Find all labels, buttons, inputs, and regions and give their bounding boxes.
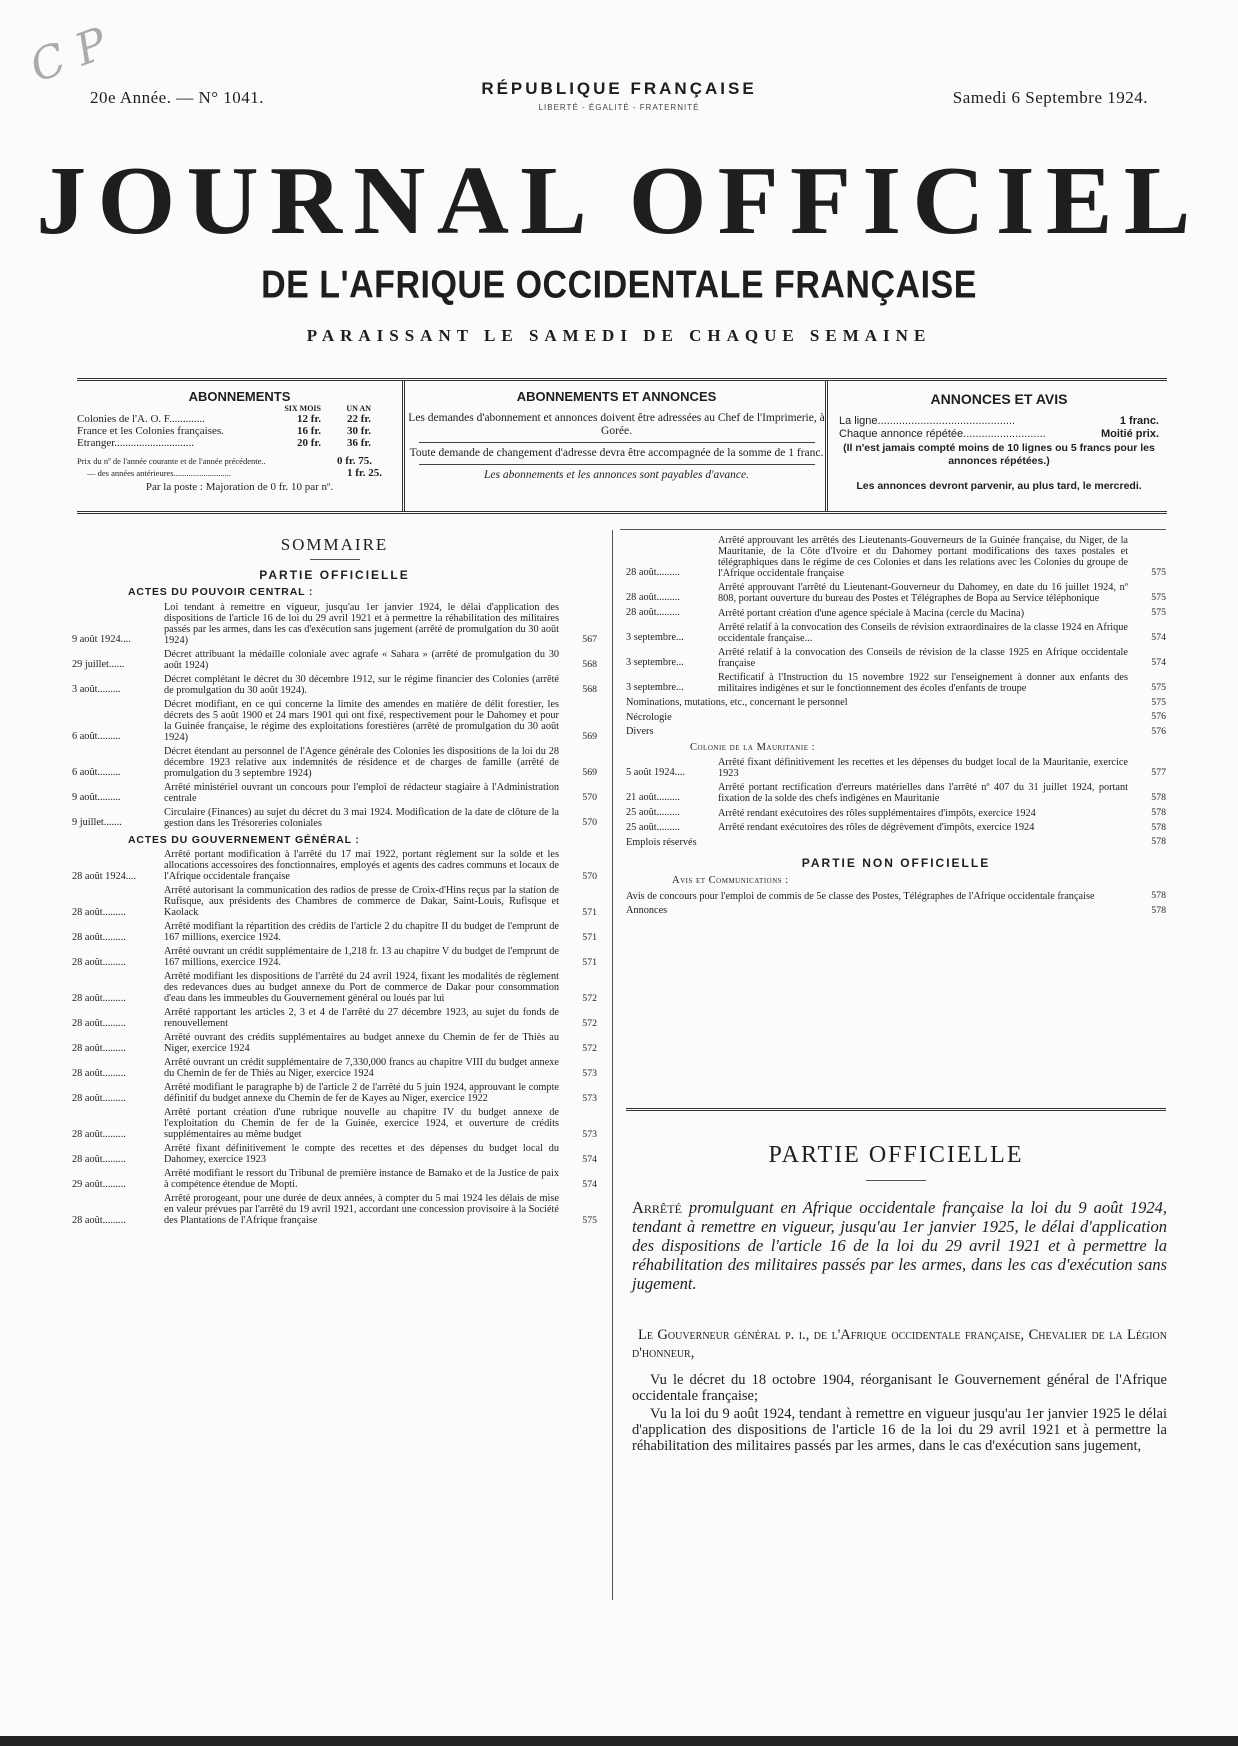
entry-text: Loi tendant à remettre en vigueur, jusqu'au 1er janvier 1924, le délai d'application des dispositions de l'article 16 de loi du 29 avril 1921 et à permettre la réhabilitation des militaires passés par les armes, dans les cas d'exécution sans jugement (arrêté de promulgation du 30 août 1924) [164,601,559,646]
body-title-rule [866,1180,926,1181]
entry-page: 569 [582,731,597,743]
entry-page: 571 [582,906,597,918]
republic-motto: LIBERTÉ - ÉGALITÉ - FRATERNITÉ [538,103,700,112]
entry-page: 574 [582,1153,597,1165]
entry-text: Arrêté portant rectification d'erreurs matérielles dans l'arrêté nº 407 du 31 juillet 1924, portant fixation de la solde des chefs indigènes en Mauritanie [718,781,1128,804]
entry-text: Arrêté approuvant l'arrêté du Lieutenant-Gouverneur du Dahomey, en date du 16 juillet 1924, nº 808, portant ouverture du bureau des Postes et Télégraphes de Bopa au Service téléphonique [718,582,1128,604]
subscription-row [77,437,402,449]
entry-date: 29 août......... [72,1178,126,1190]
entry-date: 21 août......... [626,792,680,804]
entry-page: 578 [1151,806,1166,818]
sommaire-entry [72,1143,597,1165]
row-year: 22 fr. [346,413,371,425]
entry-page: 574 [1151,657,1166,668]
sommaire-entry [72,807,597,829]
ads-repeat-label: Chaque annonce répétée........................... [839,428,1046,440]
price-current-value: 0 fr. 75. [337,455,373,467]
sommaire-entry [72,1168,597,1190]
sommaire-entry [72,674,597,696]
subscription-box [77,378,1167,514]
price-old-value: 1 fr. 25. [347,467,383,479]
entry-text: Divers [626,726,654,738]
group-pouvoir-central: ACTES DU POUVOIR CENTRAL : [128,586,314,599]
entry-text: Arrêté relatif à la convocation des Conseils de révision extraordinaires de la classe 1924 en Afrique occidentale française... [718,621,1128,644]
notices-divider [419,442,815,443]
sommaire-entry [626,726,1166,738]
entry-page: 573 [582,1067,597,1079]
entry-text: Arrêté modifiant le paragraphe b) de l'article 2 de l'arrêté du 5 juin 1924, approuvant le compte définitif du budget annexe du Chemin de fer de Kayes au Niger, exercice 1922 [164,1082,559,1105]
entry-page: 575 [1151,607,1166,618]
entry-text: Arrêté approuvant les arrêtés des Lieutenants-Gouverneurs de la Guinée française, du Niger, de la Mauritanie, de la Côte d'Ivoire et du Dahomey portant modifications des taxes postales et télégraphiques dans le régime de ces Colonies et dans les relations avec les Colonies du groupe de l'Afrique occidentale française [718,535,1128,579]
postage-note: Par la poste : Majoration de 0 fr. 10 par nº. [145,481,334,493]
col-one-year: UN AN [346,404,371,413]
row-six: 20 fr. [296,437,321,449]
sommaire-entry [626,622,1166,644]
publication-frequency: PARAISSANT LE SAMEDI DE CHAQUE SEMAINE [306,326,932,345]
subscription-row [77,413,402,425]
arrete-heading [632,1198,1167,1293]
price-current-row [77,455,402,467]
row-year: 36 fr. [346,437,371,449]
entry-page: 576 [1151,725,1166,737]
entry-page: 570 [582,792,597,804]
entry-text: Annonces [626,905,668,917]
row-six: 12 fr. [296,413,321,425]
body-title: PARTIE OFFICIELLE [768,1142,1024,1168]
entry-page: 568 [582,684,597,696]
partie-non-officielle-heading: PARTIE NON OFFICIELLE [801,855,991,870]
sommaire-entry [626,672,1166,694]
entry-page: 578 [1151,904,1166,916]
notices-heading: ABONNEMENTS ET ANNONCES [516,389,717,404]
entry-date: 28 août......... [72,1042,126,1054]
group-avis: Avis et Communications : [672,875,789,887]
price-current-label: Prix du nº de l'année courante et de l'année précédente.. [77,456,266,466]
entry-text: Arrêté modifiant le ressort du Tribunal de première instance de Bamako et de la Justice de paix à compétence étendue de Mopti. [164,1168,559,1191]
body-rule [626,1108,1166,1111]
entry-text: Nécrologie [626,711,672,723]
row-year: 30 fr. [346,425,371,437]
sommaire-entry [72,1032,597,1054]
sommaire-entry [72,1057,597,1079]
entry-page: 569 [582,767,597,779]
entry-date: 9 août 1924.... [72,634,131,646]
entry-date: 9 juillet....... [72,817,122,829]
subscriptions-columns [77,404,402,413]
misc-entries-list [626,697,1166,738]
entry-page: 567 [582,634,597,646]
body-paragraph: Vu la loi du 9 août 1924, tendant à remettre en vigueur jusqu'au 1er janvier 1925 le délai d'application des dispositions de l'article 16 de la loi du 29 avril 1921 et à permettre la réhabilitation des militaires passés par les armes, dans le cas d'exécution sans jugement, [632,1406,1167,1454]
sommaire-entry [72,746,597,779]
sommaire-entry [626,697,1166,709]
entry-text: Emplois réservés [626,836,697,848]
entry-page: 570 [582,817,597,829]
entry-date: 9 août......... [72,792,121,804]
entry-text: Avis de concours pour l'emploi de commis de 5e classe des Postes, Télégraphes de l'Afrique occidentale française [626,890,1095,902]
sommaire-entry [72,885,597,918]
entry-page: 570 [582,870,597,882]
entry-text: Arrêté rendant exécutoires des rôles supplémentaires d'impôts, exercice 1924 [718,807,1036,819]
ads-panel [831,381,1167,511]
sommaire-entry [626,757,1166,779]
ads-heading: ANNONCES ET AVIS [930,391,1068,407]
sommaire-entry [626,782,1166,804]
entry-text: Arrêté relatif à la convocation des Conseils de révision de la classe 1925 en Afrique occidentale française [718,646,1128,669]
subscriptions-heading: ABONNEMENTS [188,389,291,404]
notices-divider [419,464,815,465]
sommaire-entry [626,647,1166,669]
entry-page: 577 [1151,767,1166,779]
group-mauritanie: Colonie de la Mauritanie : [690,742,816,754]
emplois-entry [626,836,1166,848]
entry-page: 575 [1151,682,1166,693]
ads-repeat-value: Moitié prix. [1100,428,1159,440]
entry-date: 28 août......... [72,1017,126,1029]
subscription-row [77,425,402,437]
entry-date: 3 août......... [72,684,121,696]
price-old-row [77,467,402,479]
entry-date: 29 juillet...... [72,659,125,671]
ads-line-label: La ligne............................................. [839,415,1016,427]
entry-date: 28 août......... [72,1092,126,1104]
entry-text: Arrêté autorisant la communication des radios de presse de Croix-d'Hins reçus par la station de Rufisque, aux présidents des Chambres de commerce de Dakar, Saint-Louis, Rufisque et Kaolack [164,885,559,919]
entry-page: 575 [1151,696,1166,708]
notices-panel [408,381,828,511]
sommaire-entry [72,1107,597,1140]
sommaire-entry [626,822,1166,834]
row-label: France et les Colonies françaises. [77,425,224,437]
entry-date: 28 août......... [72,931,126,943]
entry-date: 28 août......... [72,956,126,968]
entry-text: Arrêté rapportant les articles 2, 3 et 4 de l'arrêté du 27 décembre 1923, au sujet du fonds de renouvellement [164,1007,559,1030]
sommaire-title: SOMMAIRE [280,535,389,554]
entry-date: 28 août......... [72,1214,126,1226]
entry-date: 25 août......... [626,806,680,818]
entry-text: Arrêté portant modification à l'arrêté du 17 mai 1922, portant règlement sur la solde et les allocations accessoires des fonctionnaires, employés et agents des cadres communs et locaux de l'Afrique occidentale française [164,849,559,883]
right-entries-list [626,535,1166,694]
arrete-lead: Arrêté [632,1198,682,1217]
notices-text-3: Les abonnements et les annonces sont payables d'avance. [484,469,749,481]
group1-list [72,602,597,829]
entry-date: 3 septembre... [626,682,684,693]
entry-text: Rectificatif à l'Instruction du 15 novembre 1922 sur l'enseignement à donner aux enfants des militaires indigènes et sur le fonctionnement des écoles d'enfants de troupe [718,671,1128,694]
entry-text: Arrêté prorogeant, pour une durée de deux années, à compter du 5 mai 1924 les délais de mise en valeur prévues par l'arrêté du 19 avril 1921, accordant une concession provisoire à la Société des Plantations de l'Afrique française [164,1193,559,1227]
entry-date: 3 septembre... [626,632,684,643]
sommaire-entry [72,946,597,968]
column-divider [612,530,613,1600]
sommaire-entry [626,807,1166,819]
issue-date: Samedi 6 Septembre 1924. [952,88,1148,107]
entry-text: Arrêté fixant définitivement le compte des recettes et des dépenses du budget local du Dahomey, exercice 1923 [164,1143,559,1166]
ads-repeat-row [831,428,1167,441]
entry-page: 571 [582,931,597,943]
row-label: Colonies de l'A. O. F............. [77,413,205,425]
sommaire-entry [626,535,1166,579]
sommaire-entry [626,890,1166,902]
entry-text: Arrêté modifiant les dispositions de l'arrêté du 24 avril 1924, fixant les modalités de règlement des redevances dues au budget annexe du Port de commerce de Dakar pour consommation d'eau dans les immeubles du Gouvernement général ou loués par lui [164,971,559,1005]
sommaire-entry [626,905,1166,917]
journal-subtitle: DE L'AFRIQUE OCCIDENTALE FRANÇAISE [261,263,977,307]
sommaire-entry [72,1082,597,1104]
ads-line-value: 1 franc. [1119,415,1159,427]
entry-page: 578 [1151,836,1166,848]
sommaire-right-column [626,535,1166,919]
subscriptions-panel [77,381,405,511]
entry-text: Arrêté fixant définitivement les recettes et les dépenses du budget local de la Mauritanie, exercice 1923 [718,756,1128,779]
entry-date: 28 août......... [72,1128,126,1140]
sommaire-entry [72,1193,597,1226]
row-label: Etranger............................. [77,437,195,449]
entry-text: Arrêté rendant exécutoires des rôles de dégrèvement d'impôts, exercice 1924 [718,822,1035,834]
sommaire-entry [72,849,597,882]
entry-date: 6 août......... [72,767,121,779]
entry-text: Nominations, mutations, etc., concernant le personnel [626,697,848,709]
entry-page: 575 [1151,592,1166,604]
sommaire-entry [72,921,597,943]
entry-page: 576 [1151,711,1166,723]
entry-text: Arrêté portant création d'une rubrique nouvelle au chapitre IV du budget annexe de l'exploitation du Chemin de fer de la Guinée, exercice 1924, et ouverture de crédits supplémentaires au même budget [164,1107,559,1141]
entry-text: Arrêté ministériel ouvrant un concours pour l'emploi de rédacteur stagiaire à l'Administration centrale [164,781,559,804]
entry-page: 572 [582,1042,597,1054]
entry-date: 28 août......... [626,567,680,579]
group2-list [72,849,597,1226]
entry-page: 574 [582,1178,597,1190]
ads-deadline: Les annonces devront parvenir, au plus tard, le mercredi. [856,480,1142,492]
entry-text: Arrêté ouvrant des crédits supplémentaires au budget annexe du Chemin de fer de Thiès au Niger, exercice 1924 [164,1032,559,1055]
sommaire-entry [72,602,597,646]
entry-text: Arrêté ouvrant un crédit supplémentaire de 7,330,000 francs au chapitre VIII du budget annexe du Chemin de fer de Thiès au Niger, exercice 1924 [164,1057,559,1080]
entry-text: Arrêté portant création d'une agence spéciale à Macina (cercle du Macina) [718,607,1025,619]
title-rule [310,559,360,560]
notices-text-1: Les demandes d'abonnement et annonces doivent être adressées au Chef de l'Imprimerie, à Gorée. [408,412,825,437]
issue-number: 20e Année. — N° 1041. [90,88,265,107]
sommaire-entry [626,607,1166,619]
sommaire-entry [626,711,1166,723]
price-old-label: — des années antérieures........................... [87,468,231,478]
entry-text: Décret complétant le décret du 30 décembre 1912, sur le régime financier des Colonies (arrêté de promulgation du 30 août 1924). [164,673,559,696]
sommaire-entry [626,582,1166,604]
entry-date: 25 août......... [626,821,680,833]
entry-date: 28 août......... [72,1067,126,1079]
entry-page: 573 [582,1092,597,1104]
notices-text-2: Toute demande de changement d'adresse devra être accompagnée de la somme de 1 franc. [409,447,824,459]
governor-line: Le Gouverneur général p. i., de l'Afrique occidentale française, Chevalier de la Légion d'honneur, [632,1327,1167,1361]
republic-heading: RÉPUBLIQUE FRANÇAISE [481,79,757,98]
entry-date: 28 août......... [72,906,126,918]
entry-date: 28 août......... [72,992,126,1004]
sommaire-entry [72,1007,597,1029]
entry-date: 5 août 1924.... [626,767,685,779]
entry-page: 571 [582,956,597,968]
handwritten-mark: C P [23,18,114,93]
body-paragraph: Vu le décret du 18 octobre 1904, réorganisant le Gouvernement général de l'Afrique occidentale française; [632,1372,1167,1404]
entry-text: Arrêté ouvrant un crédit supplémentaire de 1,218 fr. 13 au chapitre V du budget de l'emprunt de 167 millions, exercice 1924. [164,946,559,969]
entry-page: 575 [582,1214,597,1226]
entry-date: 3 septembre... [626,657,684,668]
sommaire-entry [72,971,597,1004]
scan-edge [0,1736,1238,1746]
row-six: 16 fr. [296,425,321,437]
entry-text: Circulaire (Finances) au sujet du décret du 3 mai 1924. Modification de la date de clôture de la gestion dans les Trésoreries coloniales [164,806,559,829]
sommaire-left-column [72,535,597,1229]
entry-text: Décret modifiant, en ce qui concerne la limite des amendes en matière de délit forestier, les décrets des 5 août 1900 et 24 mars 1901 qui ont fixé, respectivement pour le Dahomey et pour la Guinée française, le régime des exploitations forestières (arrêté de promulgation du 30 août 1924) [164,698,559,743]
col-six-months: SIX MOIS [284,404,321,413]
entry-page: 573 [582,1128,597,1140]
arrete-text: promulguant en Afrique occidentale française la loi du 9 août 1924, tendant à remettre en vigueur, jusqu'au 1er janvier 1925, le délai d'application des dispositions de l'article 16 de la loi du 29 avril 1921 et à permettre la réhabilitation des militaires passés par les armes, dans les cas d'exécution sans jugement. [632,1198,1168,1293]
right-column-top-rule [620,529,1166,530]
sommaire-entry [72,782,597,804]
journal-title: JOURNAL OFFICIEL [36,147,1202,255]
entry-date: 28 août......... [626,607,680,618]
entry-page: 574 [1151,632,1166,643]
sommaire-entry [72,699,597,743]
entry-page: 578 [1151,821,1166,833]
ads-line-row [831,415,1167,428]
entry-page: 572 [582,1017,597,1029]
ads-note: (Il n'est jamais compté moins de 10 lignes ou 5 francs pour les annonces répétées.) [843,442,1155,467]
entry-page: 568 [582,659,597,671]
entry-date: 28 août......... [72,1153,126,1165]
entry-date: 6 août......... [72,731,121,743]
entry-page: 572 [582,992,597,1004]
entry-text: Décret attribuant la médaille coloniale avec agrafe « Sahara » (arrêté de promulgation du 30 août 1924) [164,648,559,671]
entry-page: 578 [1151,889,1166,901]
entry-date: 28 août......... [626,592,680,604]
entry-date: 28 août 1924.... [72,870,137,882]
group3-list [626,757,1166,833]
entry-text: Arrêté modifiant la répartition des crédits de l'article 2 du chapitre II du budget de l'emprunt de 167 millions, exercice 1924. [164,921,559,944]
entry-text: Décret étendant au personnel de l'Agence générale des Colonies les dispositions de la loi du 28 décembre 1923 relative aux indemnités de résidence et de charges de famille (arrêté de promulgation du 3 septembre 1924) [164,745,559,779]
partie-officielle-heading: PARTIE OFFICIELLE [259,567,410,582]
entry-page: 575 [1151,567,1166,579]
group4-list [626,890,1166,916]
sommaire-entry [72,649,597,671]
group-gouvernement-general: ACTES DU GOUVERNEMENT GÉNÉRAL : [128,833,360,846]
entry-page: 578 [1151,792,1166,804]
